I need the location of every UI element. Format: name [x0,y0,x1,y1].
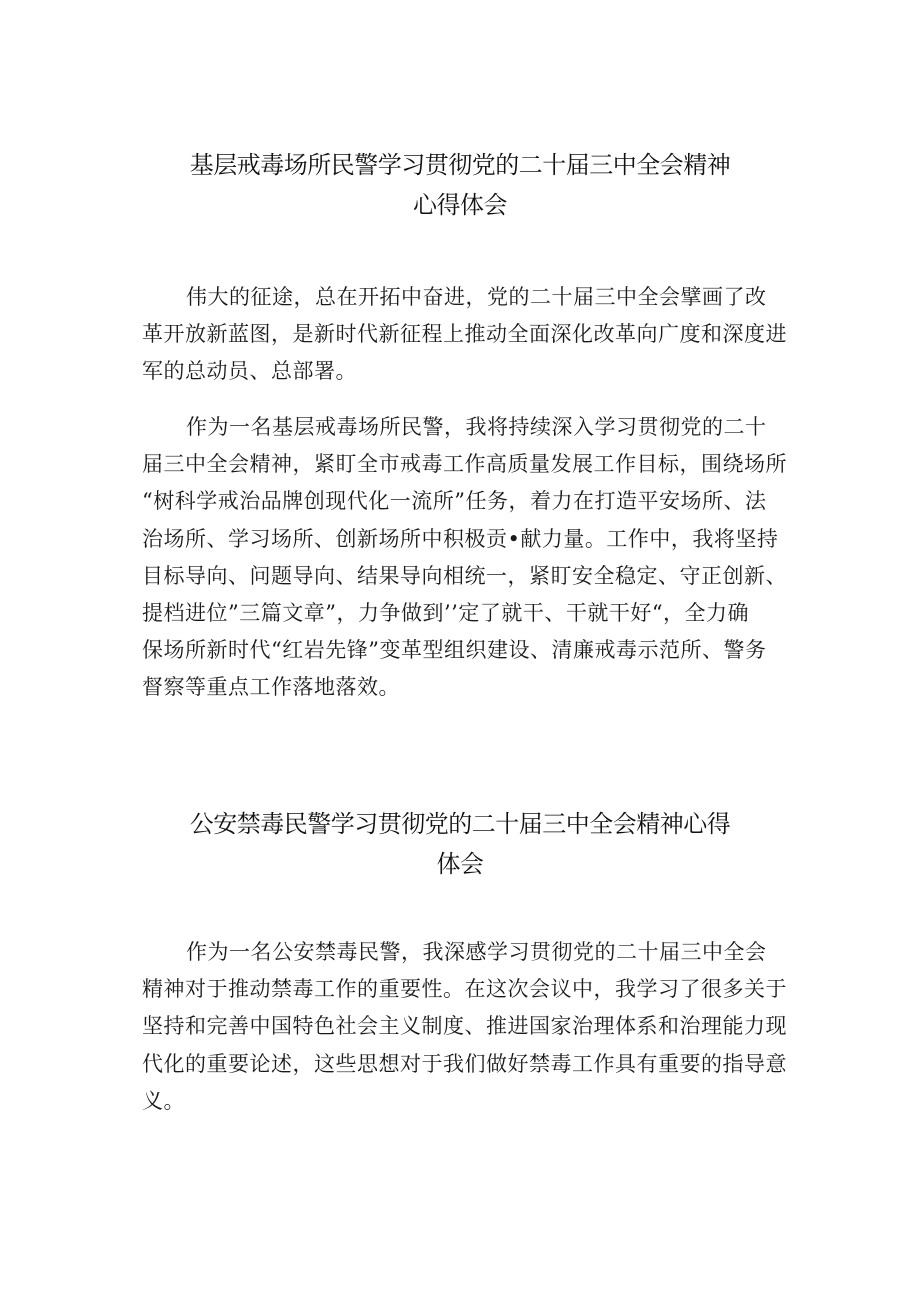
article2-p1-line: 作为一名公安禁毒民警，我深感学习贯彻党的二十届三中全会 [186,940,767,964]
article2-paragraph1 [142,934,787,1120]
article2-p1-line: 精神对于推动禁毒工作的重要性。在这次会议中，我学习了很多关于 [142,977,787,1002]
article1-p1-line: 军的总动员、总部署。 [142,359,357,384]
article1-paragraph2 [142,409,787,707]
article1-p2-line: 届三中全会精神，紧盯全市戒毒工作高质量发展工作目标，围绕场所 [142,452,787,477]
article1-p1-line: 伟大的征途，总在开拓中奋进，党的二十届三中全会擘画了改 [186,285,767,309]
article1-p2-line: 目标导向、问题导向、结果导向相统一，紧盯安全稳定、守正创新、 [142,563,787,588]
article2-p1-line: 代化的重要论述，这些思想对于我们做好禁毒工作具有重要的指导意 [142,1051,787,1076]
article1-p1-line: 革开放新蓝图，是新时代新征程上推动全面深化改革向广度和深度进 [142,322,787,347]
article1-p2-line: 治场所、学习场所、创新场所中积极贡•献力量。工作中，我将坚持 [142,526,779,551]
article2-p1-line: 义。 [142,1088,185,1113]
article2-title-line2: 体会 [436,850,484,878]
article1-p2-line: 保场所新时代“红岩先锋”变革型组织建设、清廉戒毒示范所、警务 [142,638,767,663]
article1-p2-line: 督察等重点工作落地落效。 [142,675,400,700]
article1-p2-line: 提档进位”三篇文章”，力争做到’’定了就干、干就干好“，全力确 [142,601,750,626]
article2-p1-line: 坚持和完善中国特色社会主义制度、推进国家治理体系和治理能力现 [142,1014,787,1039]
article2-title-line1: 公安禁毒民警学习贯彻党的二十届三中全会精神心得 [189,810,731,838]
article2-title [140,804,780,884]
article1-p2-line: “树科学戒治品牌创现代化一流所”任务，着力在打造平安场所、法 [142,489,767,514]
article1-title-line2: 心得体会 [413,191,507,219]
article1-p2-line: 作为一名基层戒毒场所民警，我将持续深入学习贯彻党的二十 [186,415,767,439]
article1-title-line1: 基层戒毒场所民警学习贯彻党的二十届三中全会精神 [189,151,731,179]
article1-title [140,145,780,225]
article1-paragraph1 [142,279,787,391]
